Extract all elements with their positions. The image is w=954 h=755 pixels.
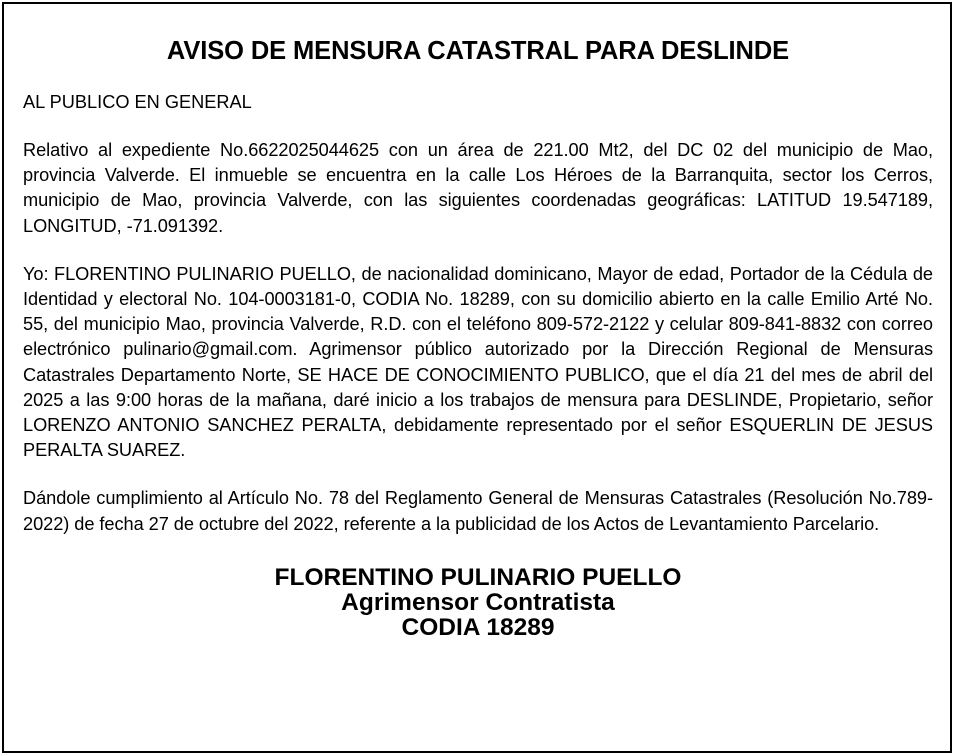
salutation: AL PUBLICO EN GENERAL: [23, 92, 252, 112]
notice-title: AVISO DE MENSURA CATASTRAL PARA DESLINDE: [166, 37, 790, 65]
paragraph-declaracion: Yo: FLORENTINO PULINARIO PUELLO, de nacionalidad dominicano, Mayor de edad, Portador de la Cédula de Identidad y electoral No. 104-0003181-0, CODIA No. 18289, con su domicilio abierto en la calle Emilio Arté No. 55, del municipio Mao, provincia Valverde, R.D. con el teléfono 809-572-2122 y celular 809-841-8832 con correo electrónico pulinario@gmail.com. Agrimensor público autorizado por la Dirección Regional de Mensuras Catastrales Departamento Norte, SE HACE DE CONOCIMIENTO PUBLICO, que el día 21 del mes de abril del 2025 a las 9:00 horas de la mañana, daré inicio a los trabajos de mensura para DESLINDE, Propietario, señor LORENZO ANTONIO SANCHEZ PERALTA, debidamente representado por el señor ESQUERLIN DE JESUS PERALTA SUAREZ.: [23, 263, 933, 461]
signature-block: [23, 565, 933, 640]
notice-frame: [2, 2, 952, 753]
signature-name: FLORENTINO PULINARIO PUELLO: [274, 563, 682, 591]
signature-role: Agrimensor Contratista: [341, 588, 615, 616]
signature-codia: CODIA 18289: [401, 613, 555, 641]
notice-content: [23, 34, 933, 640]
paragraph-cumplimiento: Dándole cumplimiento al Artículo No. 78 del Reglamento General de Mensuras Catastrales (Resolución No.789-2022) de fecha 27 de octubre del 2022, referente a la publicidad de los Actos de Levantamiento Parcelario.: [23, 488, 933, 534]
paragraph-expediente: Relativo al expediente No.6622025044625 con un área de 221.00 Mt2, del DC 02 del municipio de Mao, provincia Valverde. El inmueble se encuentra en la calle Los Héroes de la Barranquita, sector los Cerros, municipio de Mao, provincia Valverde, con las siguientes coordenadas geográficas: LATITUD 19.547189, LONGITUD, -71.091392.: [23, 140, 933, 236]
